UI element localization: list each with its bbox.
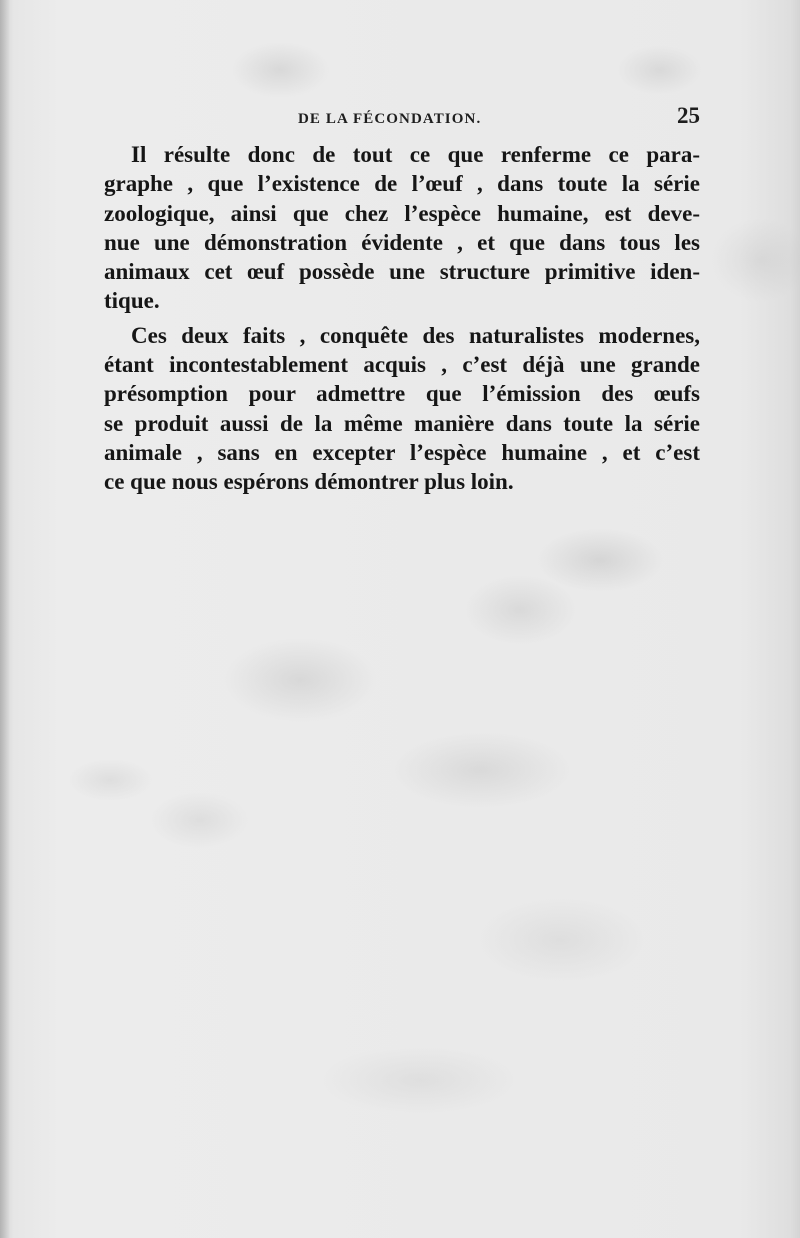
page-edge-shadow bbox=[0, 0, 10, 1238]
text-line: se produit aussi de la même manière dans toute la série bbox=[104, 410, 700, 436]
text-line: ce que nous espérons démontrer plus loin. bbox=[104, 469, 514, 495]
paragraph-2 bbox=[104, 321, 700, 497]
text-line: animale , sans en excepter l’espèce humaine , et c’est bbox=[104, 439, 700, 465]
text-line: zoologique, ainsi que chez l’espèce humaine, est deve- bbox=[104, 200, 700, 226]
text-line: étant incontestablement acquis , c’est déjà une grande bbox=[104, 352, 700, 378]
text-line: graphe , que l’existence de l’œuf , dans toute la série bbox=[104, 171, 700, 197]
text-line: Ces deux faits , conquête des naturalistes modernes, bbox=[131, 322, 700, 348]
text-line: nue une démonstration évidente , et que dans tous les bbox=[104, 229, 700, 255]
text-line: présomption pour admettre que l’émission des œufs bbox=[104, 381, 700, 407]
page-header bbox=[104, 103, 704, 137]
text-line: tique. bbox=[104, 288, 160, 314]
paragraph-1 bbox=[104, 140, 700, 316]
running-head: DE LA FÉCONDATION. bbox=[298, 111, 482, 127]
text-line: Il résulte donc de tout ce que renferme ce para- bbox=[131, 142, 700, 167]
page-number: 25 bbox=[677, 103, 700, 128]
body-text bbox=[104, 140, 700, 497]
text-line: animaux cet œuf possède une structure primitive iden- bbox=[104, 259, 700, 285]
